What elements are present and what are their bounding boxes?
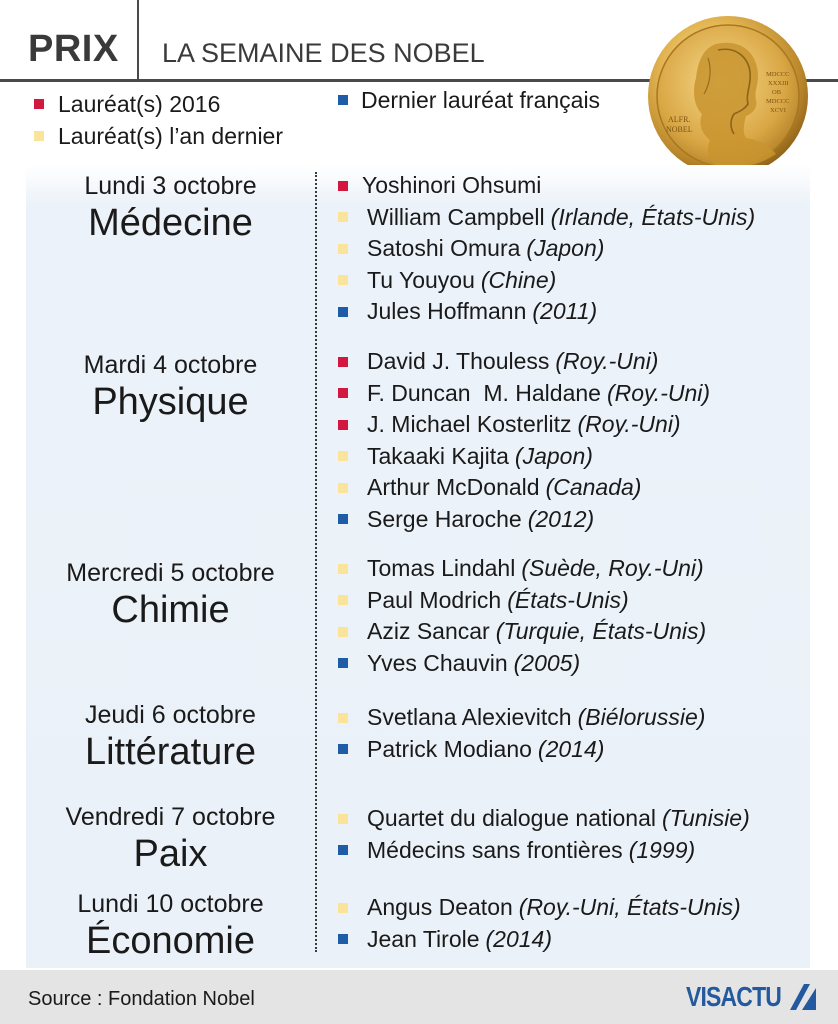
yellow-square-icon bbox=[338, 903, 348, 913]
red-square-icon bbox=[338, 181, 348, 191]
laureate-name: David J. Thouless bbox=[367, 348, 550, 375]
laureate-name: Jean Tirole bbox=[367, 925, 480, 952]
list-item bbox=[338, 409, 710, 441]
laureate-country: (Japon) bbox=[526, 235, 605, 262]
laureate-country: (Tunisie) bbox=[662, 805, 750, 832]
blue-square-icon bbox=[338, 845, 348, 855]
laureate-year: (2012) bbox=[527, 505, 595, 532]
laureate-country: (Canada) bbox=[545, 474, 642, 501]
blue-square-icon bbox=[338, 514, 348, 524]
page-title: LA SEMAINE DES NOBEL bbox=[162, 38, 485, 68]
laureate-name: F. Duncan M. Haldane bbox=[367, 379, 601, 406]
list-item bbox=[338, 648, 706, 680]
logo-text: VISACTU bbox=[686, 981, 782, 1012]
category-physique bbox=[28, 350, 313, 424]
laureate-name: Tu Youyou bbox=[367, 266, 475, 293]
yellow-square-icon bbox=[338, 627, 348, 637]
laureate-year: (2011) bbox=[532, 298, 598, 325]
laureate-country: (Roy.-Uni) bbox=[555, 348, 659, 375]
laureate-country: (Roy.-Uni, États-Unis) bbox=[518, 894, 741, 921]
laureate-name: J. Michael Kosterlitz bbox=[367, 411, 572, 438]
laureate-name: Arthur McDonald bbox=[367, 474, 540, 501]
laureate-name: Takaaki Kajita bbox=[367, 442, 509, 469]
yellow-square-icon bbox=[338, 451, 348, 461]
legend-item-last-year bbox=[34, 120, 283, 152]
svg-text:ALFR.: ALFR. bbox=[668, 115, 691, 124]
list-item bbox=[338, 170, 755, 202]
legend-label: Lauréat(s) 2016 bbox=[58, 90, 221, 117]
category-litterature bbox=[28, 700, 313, 774]
legend-left bbox=[34, 88, 283, 152]
list-item bbox=[338, 233, 755, 265]
laureate-year: (2014) bbox=[485, 925, 552, 952]
yellow-square-icon bbox=[338, 275, 348, 285]
laureate-name: Satoshi Omura bbox=[367, 235, 521, 262]
laureate-name: Angus Deaton bbox=[367, 894, 513, 921]
laureate-country: (Turquie, États-Unis) bbox=[495, 618, 707, 645]
laureate-year: (2005) bbox=[513, 649, 581, 676]
list-item bbox=[338, 702, 705, 734]
list-item bbox=[338, 202, 755, 234]
laureate-country: (Irlande, États-Unis) bbox=[550, 203, 756, 230]
category-name: Économie bbox=[86, 920, 255, 962]
category-name: Médecine bbox=[88, 202, 253, 244]
blue-square-icon bbox=[338, 658, 348, 668]
category-day: Mardi 4 octobre bbox=[83, 351, 258, 379]
legend-label: Dernier lauréat français bbox=[361, 86, 601, 113]
legend-label: Lauréat(s) l’an dernier bbox=[58, 122, 284, 149]
header-separator bbox=[137, 0, 139, 79]
laureate-name: Quartet du dialogue national bbox=[367, 805, 656, 832]
legend-item-2016 bbox=[34, 88, 283, 120]
yellow-square-icon bbox=[338, 564, 348, 574]
list-item bbox=[338, 378, 710, 410]
list-item bbox=[338, 892, 741, 924]
laureate-list-medecine bbox=[338, 170, 755, 328]
red-square-icon bbox=[338, 357, 348, 367]
list-item bbox=[338, 441, 710, 473]
list-item bbox=[338, 835, 750, 867]
red-square-icon bbox=[338, 388, 348, 398]
dotted-divider bbox=[315, 172, 317, 952]
category-name: Chimie bbox=[111, 589, 230, 631]
laureate-name: Jules Hoffmann bbox=[367, 298, 527, 325]
laureate-country: (Suède, Roy.-Uni) bbox=[521, 555, 704, 582]
yellow-square-icon bbox=[338, 244, 348, 254]
yellow-square-icon bbox=[338, 212, 348, 222]
list-item bbox=[338, 585, 706, 617]
blue-square-icon bbox=[338, 307, 348, 317]
list-item bbox=[338, 803, 750, 835]
yellow-square-icon bbox=[338, 814, 348, 824]
laureate-list-chimie bbox=[338, 553, 706, 679]
list-item bbox=[338, 472, 710, 504]
svg-text:XCVI: XCVI bbox=[770, 107, 786, 114]
blue-square-icon bbox=[338, 934, 348, 944]
laureate-name: Tomas Lindahl bbox=[367, 555, 516, 582]
laureate-list-economie bbox=[338, 892, 741, 955]
category-day: Vendredi 7 octobre bbox=[65, 803, 276, 831]
laureate-country: (Roy.-Uni) bbox=[606, 379, 711, 406]
list-item bbox=[338, 616, 706, 648]
category-chimie bbox=[28, 558, 313, 632]
yellow-square-icon bbox=[338, 483, 348, 493]
svg-text:OB: OB bbox=[772, 89, 782, 96]
laureate-name: Serge Haroche bbox=[367, 505, 522, 532]
visactu-logo bbox=[686, 982, 818, 1012]
list-item bbox=[338, 504, 710, 536]
nobel-medal-icon bbox=[646, 14, 810, 178]
laureate-name: Paul Modrich bbox=[367, 586, 502, 613]
svg-text:NOBEL: NOBEL bbox=[666, 125, 693, 134]
yellow-square-icon bbox=[338, 595, 348, 605]
legend-right bbox=[338, 84, 600, 116]
laureate-name: Yves Chauvin bbox=[367, 649, 508, 676]
laureate-list-paix bbox=[338, 803, 750, 866]
red-square-icon bbox=[34, 99, 44, 109]
svg-text:MDCCC: MDCCC bbox=[766, 98, 790, 105]
svg-text:XXXIII: XXXIII bbox=[768, 80, 789, 87]
footer bbox=[0, 970, 838, 1024]
category-name: Littérature bbox=[84, 731, 257, 773]
yellow-square-icon bbox=[338, 713, 348, 723]
blue-square-icon bbox=[338, 744, 348, 754]
svg-text:MDCCC: MDCCC bbox=[766, 71, 790, 78]
category-name: Paix bbox=[133, 833, 208, 875]
legend-item-french bbox=[338, 84, 600, 116]
laureate-country: (Japon) bbox=[514, 442, 593, 469]
list-item bbox=[338, 553, 706, 585]
category-day: Jeudi 6 octobre bbox=[85, 701, 256, 729]
laureate-name: Yoshinori Ohsumi bbox=[362, 172, 542, 199]
kicker: PRIX bbox=[28, 28, 119, 70]
category-day: Mercredi 5 octobre bbox=[66, 559, 275, 587]
list-item bbox=[338, 734, 705, 766]
laureate-name: William Campbell bbox=[367, 203, 545, 230]
source-credit: Source : Fondation Nobel bbox=[28, 988, 255, 1010]
category-medecine bbox=[28, 171, 313, 245]
laureate-name: Aziz Sancar bbox=[367, 618, 490, 645]
category-economie bbox=[28, 889, 313, 963]
visactu-mark-icon bbox=[788, 982, 818, 1012]
laureate-country: (Biélorussie) bbox=[577, 704, 706, 731]
laureate-name: Svetlana Alexievitch bbox=[367, 704, 572, 731]
laureate-year: (1999) bbox=[628, 836, 696, 863]
red-square-icon bbox=[338, 420, 348, 430]
laureate-country: (Roy.-Uni) bbox=[577, 411, 681, 438]
blue-square-icon bbox=[338, 95, 348, 105]
list-item bbox=[338, 924, 741, 956]
laureate-name: Patrick Modiano bbox=[367, 735, 532, 762]
laureate-name: Médecins sans frontières bbox=[367, 836, 623, 863]
category-day: Lundi 10 octobre bbox=[77, 890, 264, 918]
laureate-year: (2014) bbox=[537, 735, 605, 762]
laureate-list-litterature bbox=[338, 702, 705, 765]
category-day: Lundi 3 octobre bbox=[84, 172, 257, 200]
list-item bbox=[338, 265, 755, 297]
category-paix bbox=[28, 802, 313, 876]
list-item bbox=[338, 346, 710, 378]
laureate-country: (Chine) bbox=[480, 266, 557, 293]
list-item bbox=[338, 296, 755, 328]
yellow-square-icon bbox=[34, 131, 44, 141]
laureate-country: (États-Unis) bbox=[507, 586, 629, 613]
category-name: Physique bbox=[92, 381, 249, 423]
laureate-list-physique bbox=[338, 346, 710, 535]
